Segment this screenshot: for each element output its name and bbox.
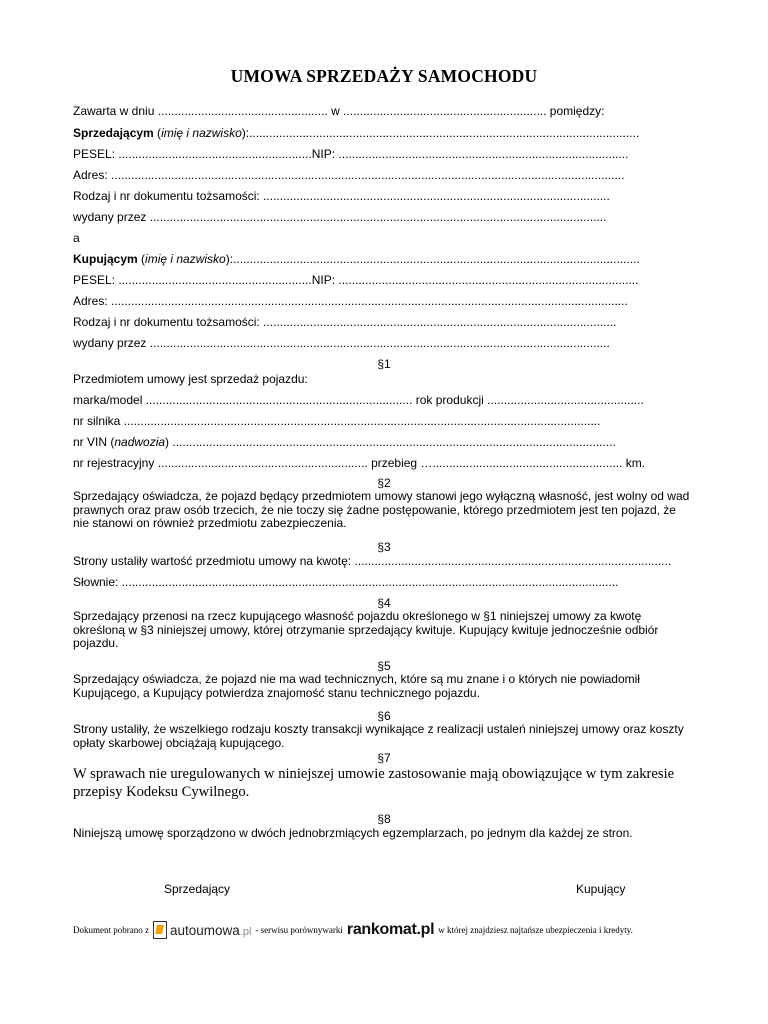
footer-middle: - serwisu porównywarki [255,925,343,935]
section-8-mark: §8 [377,812,391,826]
seller-address-line: Adres: .......................................................................................................................................................... [73,168,625,182]
footer-suffix: w której znajdziesz najtańsze ubezpieczenia i kredyty. [438,925,633,935]
price-line: Strony ustaliły wartość przedmiotu umowy na kwotę: ............................................................................................... [73,554,672,568]
seller-label: Sprzedającym [73,126,154,140]
section-8-text: Niniejszą umowę sporządzono w dwóch jednobrzmiących egzemplarzach, po jednym dla każdej ze stron. [73,826,633,840]
buyer-issued-by-line: wydany przez .......................................................................................................................................... [73,336,610,350]
section-6-mark: §6 [377,709,391,723]
section-7-text: W sprawach nie uregulowanych w niniejszej umowie zastosowanie mają obowiązujące w tym zakresie przepisy Kodeksu Cywilnego. [73,766,675,800]
buyer-name-dots: ):.......................................................................................................................... [225,252,640,266]
vin-line [73,435,688,449]
document-icon [153,921,167,939]
buyer-signature-label: Kupujący [576,882,626,896]
buyer-label: Kupującym [73,252,138,266]
seller-pesel-nip-line: PESEL: ..........................................................NIP: ....................................................................................... [73,147,629,161]
seller-issued-by-line: wydany przez ......................................................................................................................................... [73,210,607,224]
and-connector: a [73,231,80,245]
buyer-address-line: Adres: ........................................................................................................................................................... [73,294,628,308]
buyer-id-document-line: Rodzaj i nr dokumentu tożsamości: .......................................................................................................... [73,315,617,329]
seller-name-dots: ):..................................................................................................................... [241,126,640,140]
make-model-year-line: marka/model ................................................................................ rok produkcji ............................................... [73,393,644,407]
section-7-mark: §7 [377,751,391,765]
section-1-mark: §1 [377,357,391,371]
autoumowa-logo-suffix: .pl [239,925,252,938]
price-in-words-line: Słownie: ..................................................................................................................................................... [73,575,619,589]
section-2-text: Sprzedający oświadcza, że pojazd będący przedmiotem umowy stanowi jego wyłączną własność, jest wolny od wad prawnych oraz praw osób trzecich, że nie toczy się żadne postępowanie, którego przedmiotem jest ten pojazd, że nie stanowi on również przedmiotu zabezpieczenia. [73,489,690,531]
section-6-text: Strony ustaliły, że wszelkiego rodzaju koszty transakcji wynikające z realizacji ustaleń niniejszej umowy oraz koszty opłaty skarbowej obciążają kupującego. [73,722,684,750]
seller-name-hint: imię i nazwisko [161,126,242,140]
autoumowa-logo-main: autoumowa [169,922,240,938]
vin-hint: nadwozia [114,435,166,449]
document-title: UMOWA SPRZEDAŻY SAMOCHODU [230,66,538,86]
footer-prefix: Dokument pobrano z [73,925,149,935]
section-5-text: Sprzedający oświadcza, że pojazd nie ma wad technicznych, które są mu znane i o których nie powiadomił Kupującego, a Kupujący potwierdza znajomość stanu technicznego pojazdu. [73,672,640,700]
section-3-mark: §3 [377,540,391,554]
seller-id-document-line: Rodzaj i nr dokumentu tożsamości: ........................................................................................................ [73,189,610,203]
engine-number-line: nr silnika ............................................................................................................................................... [73,414,601,428]
vehicle-intro: Przedmiotem umowy jest sprzedaż pojazdu: [73,372,308,386]
seller-paren-open: ( [153,126,162,140]
seller-name-line [73,126,688,140]
registration-mileage-line: nr rejestracyjny ............................................................... przebieg …......................................................... km. [73,456,646,470]
rankomat-logo[interactable]: rankomat.pl [346,921,435,938]
vin-dots: ) ..................................................................................................................................... [165,435,616,449]
buyer-pesel-nip-line: PESEL: ..........................................................NIP: .......................................................................................... [73,273,639,287]
section-4-mark: §4 [377,596,391,610]
buyer-paren-open: ( [137,252,146,266]
seller-signature-label: Sprzedający [164,882,231,896]
section-4-text: Sprzedający przenosi na rzecz kupującego własność pojazdu określonego w §1 niniejszej umowy za kwotę określoną w §3 niniejszej umowy, której otrzymanie sprzedający kwituje. Kupujący kwituje jednocześnie odbiór pojazdu. [73,609,659,651]
vin-label: nr VIN ( [73,435,115,449]
autoumowa-logo[interactable] [153,921,251,939]
buyer-name-line [73,252,688,266]
date-place-line: Zawarta w dniu ................................................... w ............................................................. pomiędzy: [73,104,605,118]
footer-attribution [73,919,693,941]
section-2-mark: §2 [377,476,391,490]
section-5-mark: §5 [377,659,391,673]
autoumowa-logo-text [170,923,251,938]
buyer-name-hint: imię i nazwisko [145,252,226,266]
